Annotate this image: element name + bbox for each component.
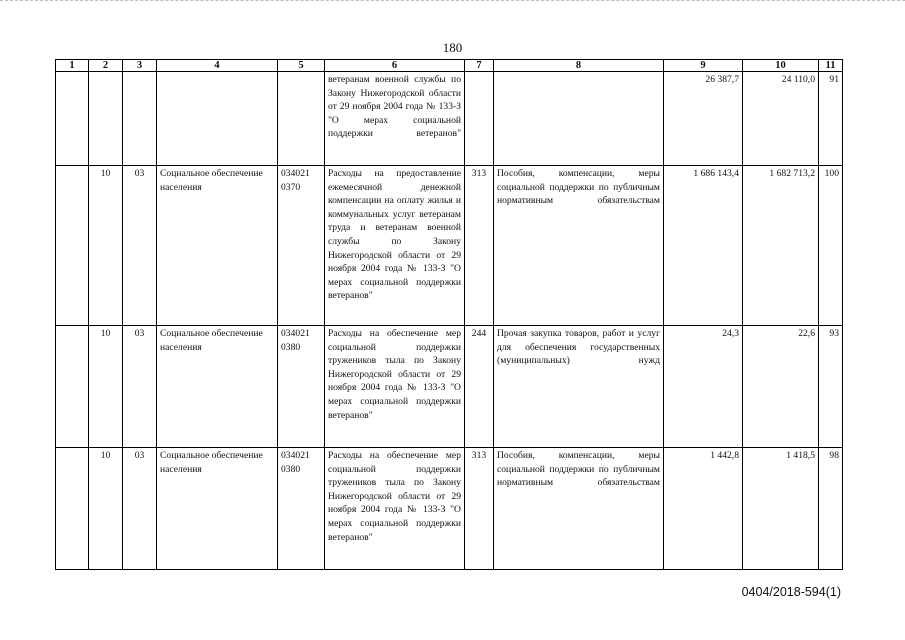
cell-subsection: 03 <box>123 448 157 570</box>
page-number: 180 <box>442 40 463 55</box>
cell-section-name: Социальное обеспечение населения <box>157 448 278 570</box>
table-row <box>56 448 843 570</box>
cell-planned-amount: 26 387,7 <box>664 72 743 166</box>
cell-actual-amount: 1 682 713,2 <box>743 166 819 326</box>
table-row <box>56 72 843 166</box>
col-header: 5 <box>278 60 325 72</box>
cell-target-code <box>278 72 325 166</box>
cell-subsection <box>123 72 157 166</box>
cell-col1 <box>56 448 89 570</box>
col-header: 4 <box>157 60 278 72</box>
cell-target-code: 034021 0380 <box>278 326 325 448</box>
cell-expense-name: Пособия, компенсации, меры социальной поддержки по публичным нормативным обязательствам <box>494 448 664 570</box>
col-header: 11 <box>819 60 843 72</box>
col-header: 10 <box>743 60 819 72</box>
cell-target-description: ветеранам военной службы по Закону Нижегородской области от 29 ноября 2004 года № 133-З "О мерах социальной поддержки ветеранов" <box>325 72 465 166</box>
document-code: 0404/2018-594(1) <box>741 585 841 599</box>
cell-expense-name: Прочая закупка товаров, работ и услуг для обеспечения государственных (муниципальных) нужд <box>494 326 664 448</box>
cell-section-name: Социальное обеспечение населения <box>157 326 278 448</box>
scan-top-edge <box>0 0 905 2</box>
cell-section-name <box>157 72 278 166</box>
cell-expense-code: 244 <box>465 326 494 448</box>
cell-section: 10 <box>89 448 123 570</box>
cell-target-description: Расходы на предоставление ежемесячной денежной компенсации на оплату жилья и коммунальных услуг ветеранам труда и ветеранам военной службы по Закону Нижегородской области от 29 ноября 2004 года № 133-З "О мерах социальной поддержки ветеранов" <box>325 166 465 326</box>
cell-expense-code: 313 <box>465 448 494 570</box>
col-header: 3 <box>123 60 157 72</box>
col-header: 9 <box>664 60 743 72</box>
cell-col1 <box>56 166 89 326</box>
cell-actual-amount: 24 110,0 <box>743 72 819 166</box>
cell-target-code: 034021 0370 <box>278 166 325 326</box>
cell-planned-amount: 1 686 143,4 <box>664 166 743 326</box>
cell-percent: 93 <box>819 326 843 448</box>
cell-col1 <box>56 326 89 448</box>
header-row <box>56 60 843 72</box>
cell-planned-amount: 1 442,8 <box>664 448 743 570</box>
cell-section-name: Социальное обеспечение населения <box>157 166 278 326</box>
col-header: 7 <box>465 60 494 72</box>
cell-expense-code <box>465 72 494 166</box>
cell-target-code: 034021 0380 <box>278 448 325 570</box>
cell-section <box>89 72 123 166</box>
cell-subsection: 03 <box>123 326 157 448</box>
table-row <box>56 166 843 326</box>
cell-percent: 100 <box>819 166 843 326</box>
cell-actual-amount: 1 418,5 <box>743 448 819 570</box>
cell-expense-name <box>494 72 664 166</box>
cell-subsection: 03 <box>123 166 157 326</box>
table-row <box>56 326 843 448</box>
cell-percent: 91 <box>819 72 843 166</box>
cell-expense-name: Пособия, компенсации, меры социальной поддержки по публичным нормативным обязательствам <box>494 166 664 326</box>
cell-actual-amount: 22,6 <box>743 326 819 448</box>
cell-expense-code: 313 <box>465 166 494 326</box>
cell-percent: 98 <box>819 448 843 570</box>
col-header: 1 <box>56 60 89 72</box>
cell-section: 10 <box>89 326 123 448</box>
col-header: 2 <box>89 60 123 72</box>
cell-col1 <box>56 72 89 166</box>
cell-target-description: Расходы на обеспечение мер социальной поддержки тружеников тыла по Закону Нижегородской области от 29 ноября 2004 года № 133-З "О мерах социальной поддержки ветеранов" <box>325 448 465 570</box>
budget-table <box>55 59 843 570</box>
col-header: 8 <box>494 60 664 72</box>
cell-planned-amount: 24,3 <box>664 326 743 448</box>
cell-target-description: Расходы на обеспечение мер социальной поддержки тружеников тыла по Закону Нижегородской области от 29 ноября 2004 года № 133-З "О мерах социальной поддержки ветеранов" <box>325 326 465 448</box>
col-header: 6 <box>325 60 465 72</box>
cell-section: 10 <box>89 166 123 326</box>
